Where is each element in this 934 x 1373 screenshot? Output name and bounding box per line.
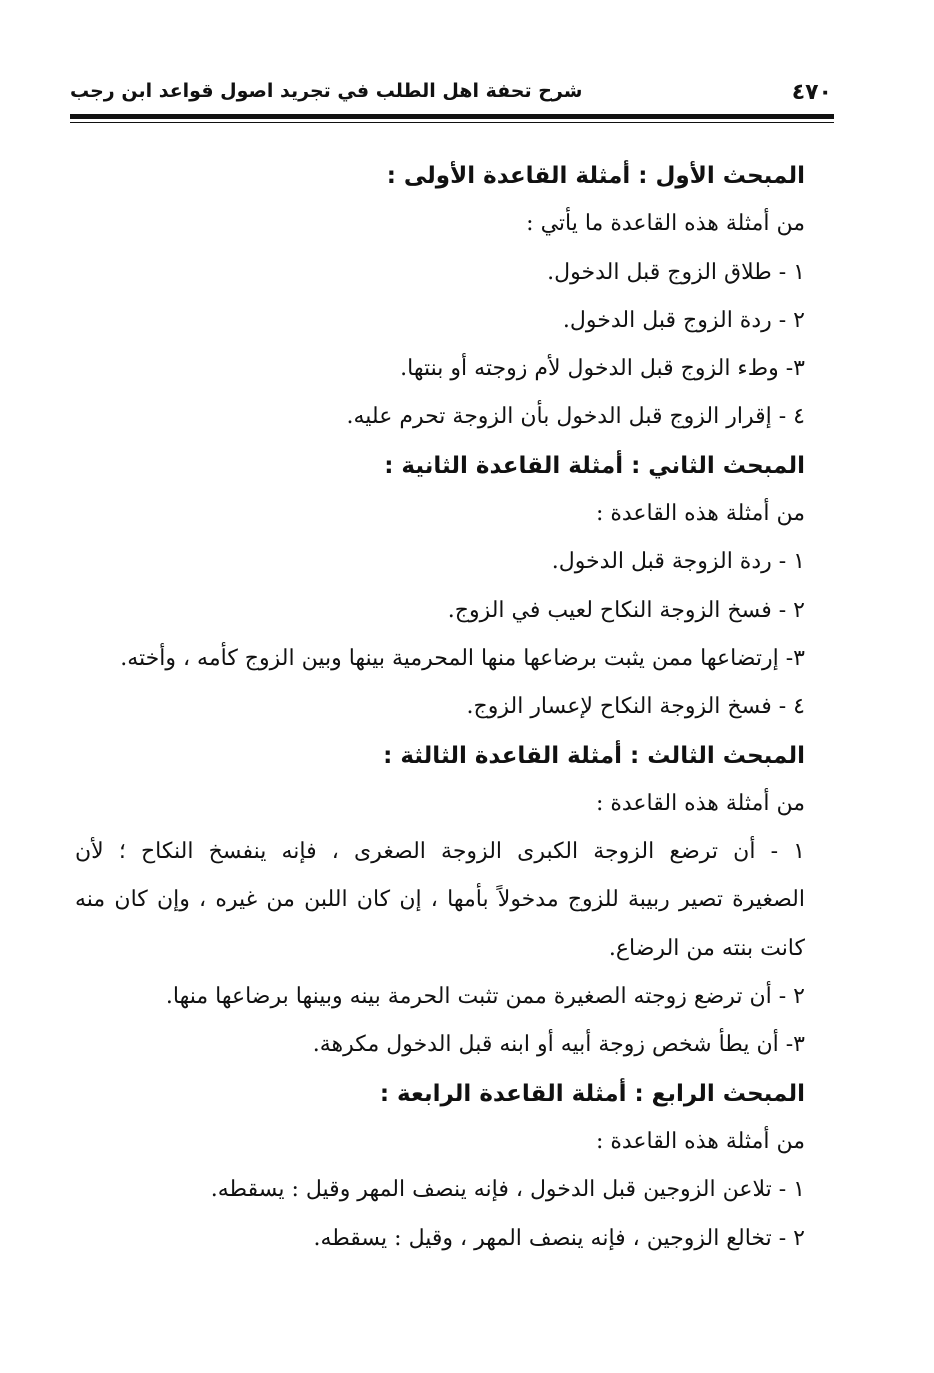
page-body — [75, 152, 805, 1263]
list-item: ٢ - فسخ الزوجة النكاح لعيب في الزوج. — [447, 597, 805, 623]
header-rule-thin — [70, 122, 834, 123]
list-item: ١ - طلاق الزوج قبل الدخول. — [547, 259, 805, 285]
section-heading: المبحث الرابع : أمثلة القاعدة الرابعة : — [379, 1080, 805, 1107]
paragraph-line: ١ - أن ترضع الزوجة الكبرى الزوجة الصغرى ، فإنه ينفسخ النكاح ؛ لأن — [75, 839, 805, 865]
header-rule-thick — [70, 114, 834, 119]
section-intro: من أمثلة هذه القاعدة : — [595, 790, 805, 816]
section-intro: من أمثلة هذه القاعدة : — [595, 1128, 805, 1154]
list-item: ٢ - ردة الزوج قبل الدخول. — [562, 307, 805, 333]
list-item: ٣- إرتضاعها ممن يثبت برضاعها منها المحرمية بينها وبين الزوج كأمه ، وأخته. — [120, 645, 805, 671]
list-item: ٤ - إقرار الزوج قبل الدخول بأن الزوجة تحرم عليه. — [346, 404, 805, 430]
paragraph-line: كانت بنته من الرضاع. — [608, 935, 805, 961]
section-heading: المبحث الثاني : أمثلة القاعدة الثانية : — [384, 452, 805, 479]
list-item: ١ - ردة الزوجة قبل الدخول. — [551, 549, 805, 575]
list-item: ٣- وطء الزوج قبل الدخول لأم زوجته أو بنتها. — [400, 356, 805, 382]
page-number: ٤٧٠ — [791, 80, 832, 105]
running-title: شرح تحفة اهل الطلب في تجريد اصول قواعد ابن رجب — [70, 80, 583, 102]
list-item: ٣- أن يطأ شخص زوجة أبيه أو ابنه قبل الدخول مكرهة. — [312, 1032, 805, 1058]
list-item: ٤ - فسخ الزوجة النكاح لإعسار الزوج. — [466, 694, 805, 720]
list-item: ٢ - تخالع الزوجين ، فإنه ينصف المهر ، وقيل : يسقطه. — [313, 1225, 805, 1251]
section-heading: المبحث الأول : أمثلة القاعدة الأولى : — [386, 163, 805, 189]
list-item: ٢ - أن ترضع زوجته الصغيرة ممن تثبت الحرمة بينه وبينها برضاعها منها. — [165, 984, 805, 1010]
section-intro: من أمثلة هذه القاعدة ما يأتي : — [526, 211, 805, 237]
section-intro: من أمثلة هذه القاعدة : — [595, 501, 805, 527]
page-header — [70, 76, 834, 110]
paragraph-line: الصغيرة تصير ربيبة للزوج مدخولاً بأمها ، إن كان اللبن من غيره ، وإن كان منه — [75, 887, 805, 913]
list-item: ١ - تلاعن الزوجين قبل الدخول ، فإنه ينصف المهر وقيل : يسقطه. — [210, 1177, 805, 1203]
section-heading: المبحث الثالث : أمثلة القاعدة الثالثة : — [383, 742, 805, 769]
